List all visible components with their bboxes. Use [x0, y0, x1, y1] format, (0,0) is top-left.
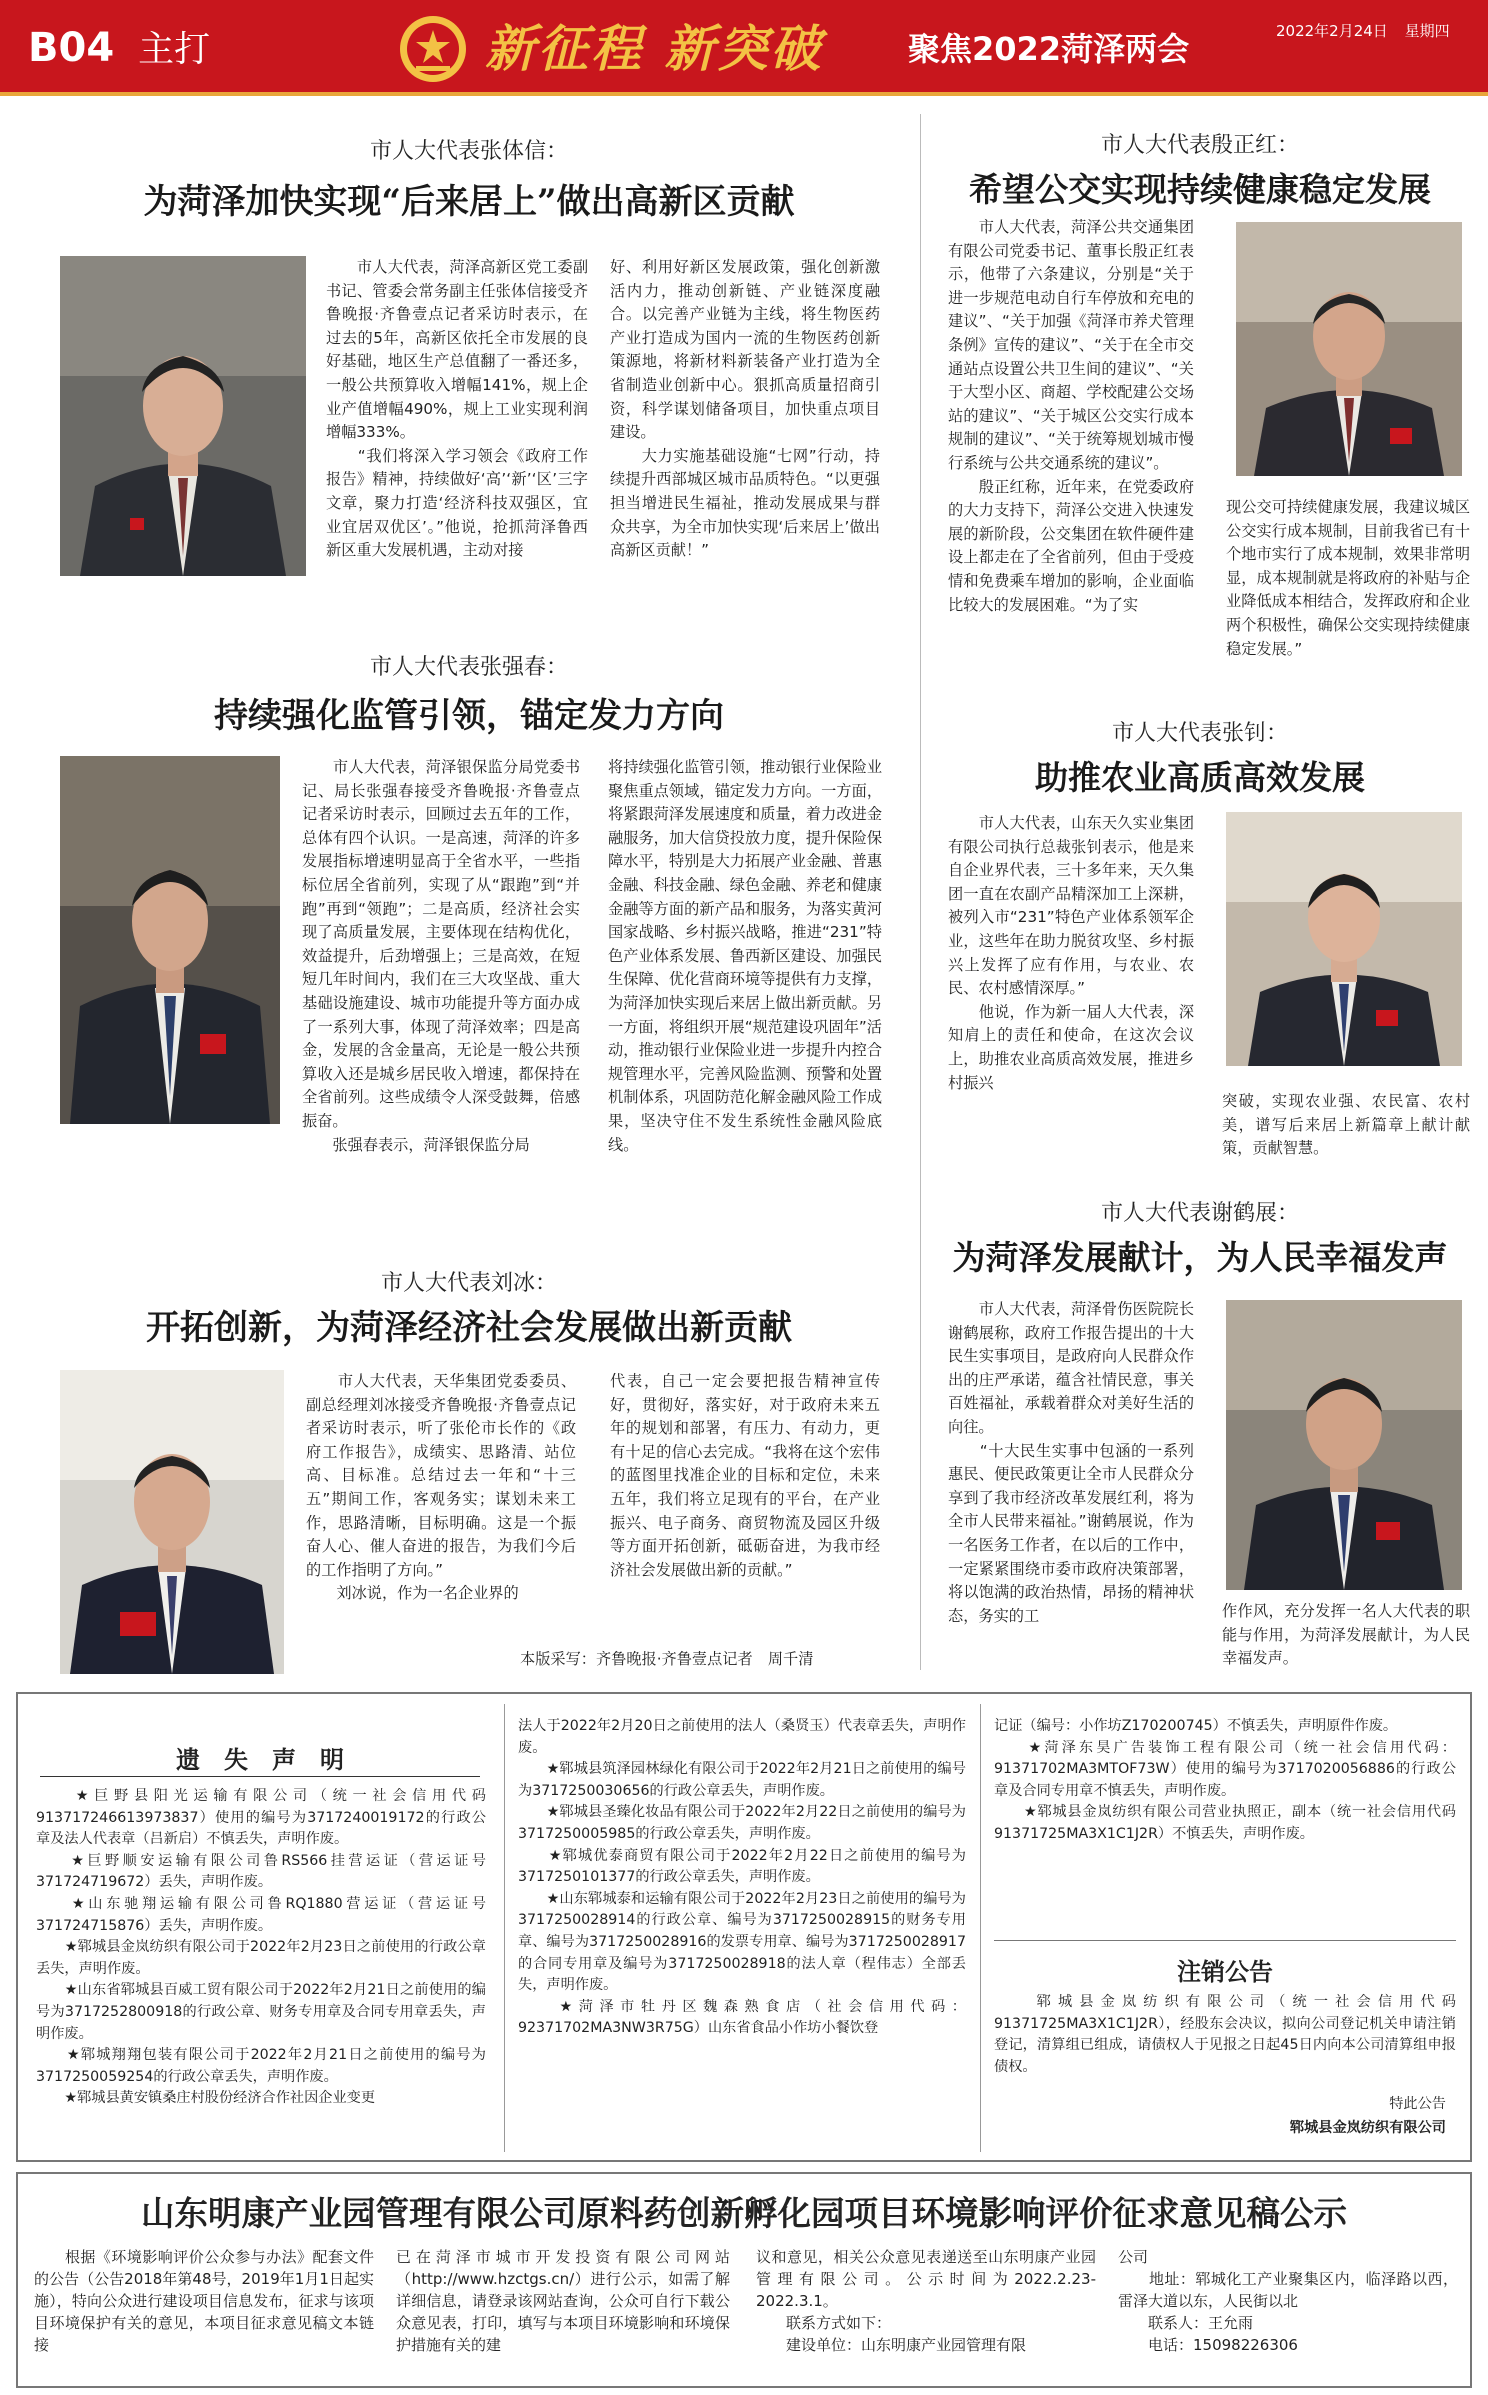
lost-notice-col3: 记证（编号：小作坊Z170200745）不慎丢失，声明原件作废。 ★菏泽东昊广告装饰工程有限公司（统一社会信用代码：91371702MA3MTOF73W）使用的编号为3717020056886的行政公章及合同专用章不慎丢失，声明作废。 ★郓城县金岚纺织有限公司营业执照正，副本（统一社会信用代码91371725MA3X1C1J2R）不慎丢失，声明作废。 — [994, 1718, 1456, 1842]
column-divider — [920, 114, 921, 1670]
national-emblem-icon — [398, 14, 468, 84]
headline-zhang-gang: 助推农业高质高效发展 — [1035, 758, 1365, 797]
headline-liu-bing: 开拓创新，为菏泽经济社会发展做出新贡献 — [146, 1308, 792, 1348]
body-zhang-tixin-col2: 好、利用好新区发展政策，强化创新激活内力，推动创新链、产业链深度融合。以完善产业链为主线，将生物医药产业打造成为国内一流的生物医药创新策源地，将新材料新装备产业打造为全省制造业创新中心。狠抓高质量招商引资，科学谋划储备项目，加快重点项目建设。 大力实施基础设施“七网”行动，持续提升西部城区城市品质特色。“以更强担当增进民生福祉，推动发展成果与群众共享，为全市加快实现‘后来居上’做出高新区贡献！” — [610, 258, 880, 560]
body-yin-zhenghong-col1: 市人大代表，菏泽公共交通集团有限公司党委书记、董事长殷正红表示，他带了六条建议，分别是“关于进一步规范电动自行车停放和充电的建议”、“关于加强《菏泽市养犬管理条例》宣传的建议”、“关于在全市交通站点设置公共卫生间的建议”、“关于大型小区、商超、学校配建公交场站的建议”、“关于城区公交实行成本规制的建议”、“关于统筹规划城市慢行系统与公共交通系统的建议”。 殷正红称，近年来，在党委政府的大力支持下，菏泽公交进入快速发展的新阶段，公交集团在软件硬件建设上都走在了全省前列，但由于受疫情和免费乘车增加的影响，企业面临比较大的发展困难。“为了实 — [948, 218, 1194, 614]
byline: 本版采写：齐鲁晚报·齐鲁壹点记者 周千清 — [520, 1650, 814, 1668]
lost-notice-rule — [40, 1776, 480, 1777]
photo-zhang-qiangchun — [60, 756, 280, 1124]
body-zhang-qiangchun-col2: 将持续强化监管引领，推动银行业保险业聚焦重点领域，锚定发力方向。一方面，将紧跟菏泽发展速度和质量，着力改进金融服务，加大信贷投放力度，提升保险保障水平，特别是大力拓展产业金融、普惠金融、科技金融、绿色金融、养老和健康金融等方面的新产品和服务，为落实黄河国家战略、乡村振兴战略，推进“231”特色产业体系发展、鲁西新区建设、加强民生保障、优化营商环境等提供有力支撑，为菏泽加快实现后来居上做出新贡献。另一方面，将组织开展“规范建设巩固年”活动，推动银行业保险业进一步提升内控合规管理水平，完善风险监测、预警和处置机制体系，巩固防范化解金融风险工作成果，坚决守住不发生系统性金融风险底线。 — [608, 758, 882, 1154]
eia-notice-col4: 公司 地址：郓城化工产业聚集区内，临泽路以西，雷泽大道以东，人民街以北 联系人：王允雨 电话：15098226306 — [1118, 2248, 1458, 2354]
lost-notice-col1: ★巨野县阳光运输有限公司（统一社会信用代码913717246613973837）使用的编号为3717240019172的行政公章及法人代表章（吕新启）不慎丢失，声明作废。 ★巨野顺安运输有限公司鲁RS566挂营运证（营运证号371724719672）丢失，声明作废。 ★山东驰翔运输有限公司鲁RQ1880营运证（营运证号371724715876）丢失，声明作废。 ★郓城县金岚纺织有限公司于2022年2月23日之前使用的行政公章丢失，声明作废。 ★山东省郓城县百威工贸有限公司于2022年2月21日之前使用的编号为3717252800918的行政公章、财务专用章及合同专用章丢失，声明作废。 ★郓城翔翔包装有限公司于2022年2月21日之前使用的编号为3717250059254的行政公章丢失，声明作废。 ★郓城县黄安镇桑庄村股份经济合作社因企业变更 — [36, 1788, 486, 2107]
kicker-liu-bing: 市人大代表刘冰： — [380, 1271, 557, 1296]
kicker-xie-hezhan: 市人大代表谢鹤展： — [1100, 1201, 1299, 1226]
cancel-notice-rule — [994, 1940, 1456, 1941]
body-liu-bing-col2: 代表，自己一定会要把报告精神宣传好，贯彻好，落实好，对于政府未来五年的规划和部署，有压力、有动力，更有十足的信心去完成。“我将在这个宏伟的蓝图里找准企业的目标和定位，未来五年，我们将立足现有的平台，在产业振兴、电子商务、商贸物流及园区升级等方面开拓创新，砥砺奋进，为我市经济社会发展做出新的贡献。” — [610, 1372, 880, 1579]
banner-subtitle: 聚焦2022菏泽两会 — [908, 30, 1190, 68]
eia-notice-col3: 议和意见，相关公众意见表递送至山东明康产业园管理有限公司。公示时间为2022.2.23-2022.3.1。 联系方式如下： 建设单位：山东明康产业园管理有限 — [756, 2248, 1096, 2354]
photo-xie-hezhan — [1226, 1300, 1462, 1590]
body-zhang-gang-col1: 市人大代表，山东天久实业集团有限公司执行总裁张钊表示，他是来自企业界代表，三十多年来，天久集团一直在农副产品精深加工上深耕，被列入市“231”特色产业体系领军企业，这些年在助力脱贫攻坚、乡村振兴上发挥了应有作用，与农业、农民、农村感情深厚。” 他说，作为新一届人大代表，深知肩上的责任和使命，在这次会议上，助推农业高质高效发展，推进乡村振兴 — [948, 814, 1194, 1092]
date-text: 2022年2月24日 — [1276, 22, 1388, 40]
page-header — [0, 0, 1488, 96]
caption-zhang-gang: 突破，实现农业强、农民富、农村美，谱写后来居上新篇章上献计献策，贡献智慧。 — [1222, 1092, 1470, 1158]
body-xie-hezhan-col1: 市人大代表，菏泽骨伤医院院长谢鹤展称，政府工作报告提出的十大民生实事项目，是政府向人民群众作出的庄严承诺，蕴含社情民意，事关百姓福祉，承载着群众对美好生活的向往。 “十大民生实事中包涵的一系列惠民、便民政策更让全市人民群众分享到了我市经济改革发展红利，将为全市人民带来福祉。”谢鹤展说，作为一名医务工作者，在以后的工作中，一定紧紧围绕市委市政府决策部署，将以饱满的政治热情，昂扬的精神状态，务实的工 — [948, 1300, 1194, 1625]
cancel-notice-title: 注销公告 — [1177, 1957, 1273, 1986]
cancel-notice-body: 郓城县金岚纺织有限公司（统一社会信用代码91371725MA3X1C1J2R），经股东会决议，拟向公司登记机关申请注销登记，清算组已组成，请债权人于见报之日起45日内向本公司清算组申报债权。 — [994, 1994, 1456, 2075]
body-liu-bing-col1: 市人大代表，天华集团党委委员、副总经理刘冰接受齐鲁晚报·齐鲁壹点记者采访时表示，听了张伦市长作的《政府工作报告》，成绩实、思路清、站位高、目标准。总结过去一年和“十三五”期间工作，客观务实；谋划未来工作，思路清晰，目标明确。这是一个振奋人心、催人奋进的报告，为我们今后的工作指明了方向。” 刘冰说，作为一名企业界的 — [306, 1372, 576, 1603]
photo-zhang-gang — [1226, 812, 1462, 1066]
eia-notice-col1: 根据《环境影响评价公众参与办法》配套文件的公告（公告2018年第48号，2019年1月1日起实施），特向公众进行建设项目信息发布，征求与该项目环境保护有关的意见，本项目征求意见稿文本链接 — [34, 2248, 374, 2354]
headline-xie-hezhan: 为菏泽发展献计，为人民幸福发声 — [952, 1238, 1448, 1277]
headline-zhang-tixin: 为菏泽加快实现“后来居上”做出高新区贡献 — [143, 182, 795, 222]
cancel-notice-sign-company: 郓城县金岚纺织有限公司 — [1289, 2120, 1446, 2136]
eia-notice-title: 山东明康产业园管理有限公司原料药创新孵化园项目环境影响评价征求意见稿公示 — [141, 2194, 1347, 2233]
headline-yin-zhenghong: 希望公交实现持续健康稳定发展 — [969, 170, 1431, 209]
kicker-zhang-tixin: 市人大代表张体信： — [369, 139, 568, 164]
eia-notice-col2: 已在菏泽市城市开发投资有限公司网站（http://www.hzctgs.cn/）进行公示，如需了解详细信息，请登录该网站查询，公众可自行下载公众意见表，打印，填写与本项目环境影响和环境保护措施有关的建 — [396, 2248, 730, 2354]
kicker-zhang-qiangchun: 市人大代表张强春： — [369, 655, 568, 680]
notice-divider-2 — [980, 1704, 981, 2152]
lost-notice-title: 遗 失 声 明 — [176, 1745, 344, 1774]
caption-yin-zhenghong: 现公交可持续健康发展，我建议城区公交实行成本规制，目前我省已有十个地市实行了成本规制，效果非常明显，成本规制就是将政府的补贴与企业降低成本相结合，发挥政府和企业两个积极性，确保公交实现持续健康稳定发展。” — [1226, 498, 1470, 658]
page-number-text: B04 — [28, 25, 115, 71]
notice-divider-1 — [504, 1704, 505, 2152]
headline-zhang-qiangchun: 持续强化监管引领，锚定发力方向 — [214, 696, 724, 736]
section-name: 主打 — [138, 29, 211, 70]
banner-title: 新征程 新突破 — [485, 19, 824, 78]
photo-yin-zhenghong — [1236, 222, 1462, 476]
body-zhang-qiangchun-col1: 市人大代表，菏泽银保监分局党委书记、局长张强春接受齐鲁晚报·齐鲁壹点记者采访时表示，回顾过去五年的工作，总体有四个认识。一是高速，菏泽的许多发展指标增速明显高于全省水平，一些指标位居全省前列，实现了从“跟跑”到“并跑”再到“领跑”；二是高质，经济社会实现了高质量发展，主要体现在结构优化，效益提升，后劲增强上；三是高效，在短短几年时间内，我们在三大攻坚战、重大基础设施建设、城市功能提升等方面办成了一系列大事，体现了菏泽效率；四是高金，发展的含金量高，无论是一般公共预算收入还是城乡居民收入增速，都保持在全省前列。这些成绩令人深受鼓舞，倍感振奋。 张强春表示，菏泽银保监分局 — [302, 758, 580, 1154]
photo-zhang-tixin — [60, 256, 306, 576]
weekday-text: 星期四 — [1404, 22, 1450, 40]
kicker-zhang-gang: 市人大代表张钊： — [1111, 721, 1288, 746]
lost-notice-col2: 法人于2022年2月20日之前使用的法人（桑贤玉）代表章丢失，声明作废。 ★郓城县筑泽园林绿化有限公司于2022年2月21日之前使用的编号为3717250030656的行政公章丢失，声明作废。 ★郓城县圣臻化妆品有限公司于2022年2月22日之前使用的编号为3717250005985的行政公章丢失，声明作废。 ★郓城优泰商贸有限公司于2022年2月22日之前使用的编号为3717250101377的行政公章丢失，声明作废。 ★山东郓城泰和运输有限公司于2022年2月23日之前使用的编号为3717250028914的行政公章、编号为3717250028915的财务专用章、编号为3717250028916的发票专用章、编号为3717250028917的合同专用章及编号为3717250028918的法人章（程伟志）全部丢失，声明作废。 ★菏泽市牡丹区魏森熟食店（社会信用代码：92371702MA3NW3R75G）山东省食品小作坊小餐饮登 — [518, 1718, 966, 2037]
page-number — [28, 24, 210, 74]
kicker-yin-zhenghong: 市人大代表殷正红： — [1100, 133, 1299, 158]
issue-date — [1276, 20, 1450, 41]
cancel-notice-sign-label: 特此公告 — [1389, 2096, 1446, 2112]
photo-liu-bing — [60, 1370, 284, 1674]
body-zhang-tixin-col1: 市人大代表，菏泽高新区党工委副书记、管委会常务副主任张体信接受齐鲁晚报·齐鲁壹点记者采访时表示，在过去的5年，高新区依托全市发展的良好基础，地区生产总值翻了一番还多，一般公共预算收入增幅141%，规上企业产值增幅490%，规上工业实现利润增幅333%。 “我们将深入学习领会《政府工作报告》精神，持续做好‘高’‘新’‘区’三字文章，聚力打造‘经济科技双强区，宜业宜居双优区’。”他说，抢抓菏泽鲁西新区重大发展机遇，主动对接 — [326, 258, 588, 560]
caption-xie-hezhan: 作作风，充分发挥一名人大代表的职能与作用，为菏泽发展献计，为人民幸福发声。 — [1222, 1602, 1470, 1668]
